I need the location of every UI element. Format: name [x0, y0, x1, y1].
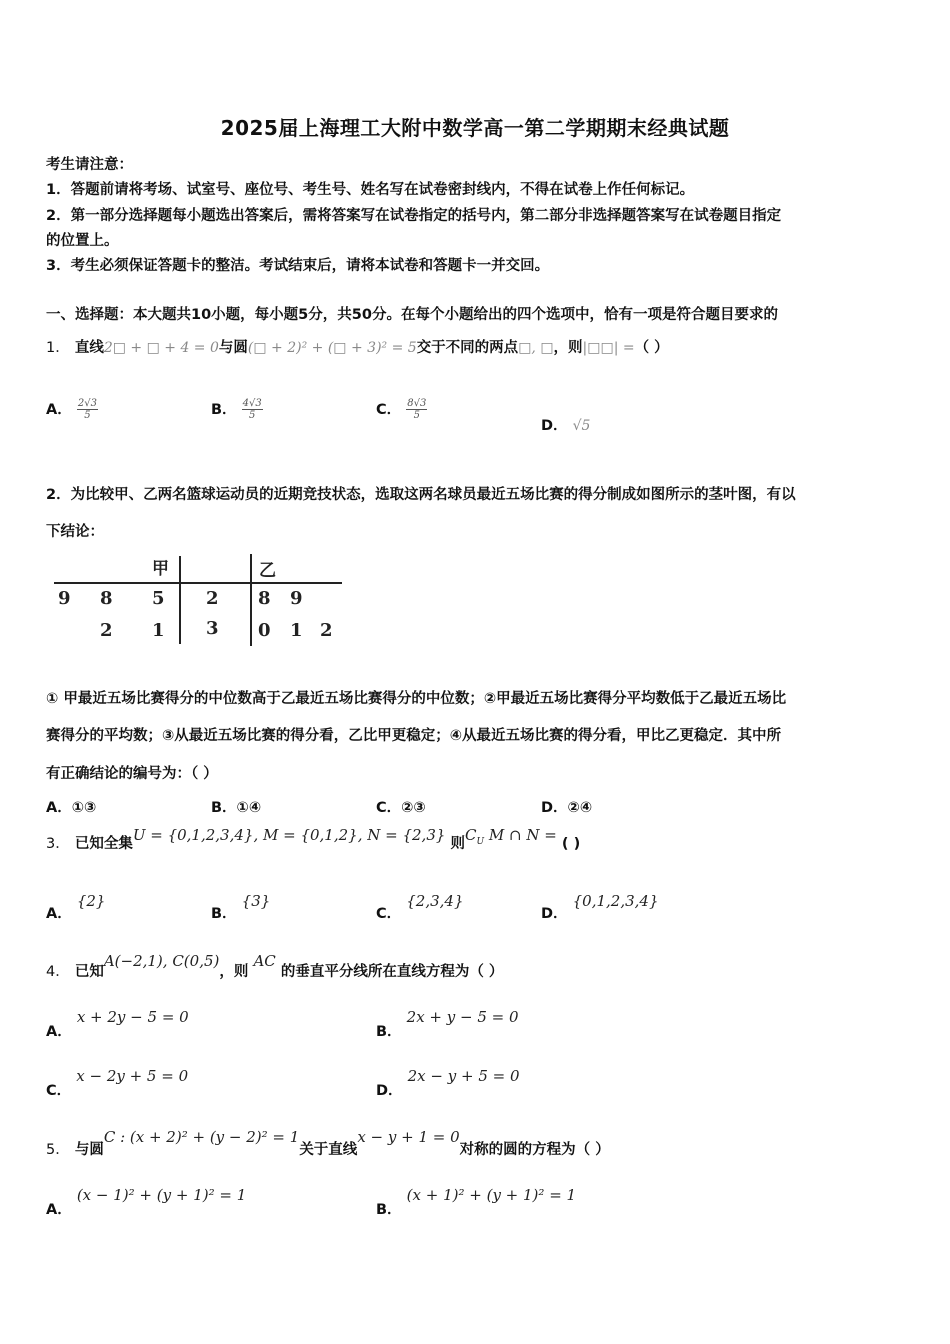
- leaf: 1: [152, 620, 165, 641]
- option-label: D．: [541, 906, 568, 922]
- denominator: 5: [84, 410, 91, 421]
- math-expression: |□□| =: [582, 340, 635, 356]
- math-expression: (x + 1)² + (y + 1)² = 1: [406, 1186, 577, 1204]
- math-expression: {3}: [241, 892, 271, 910]
- question-text: 的垂直平分线所在直线方程为（ ）: [280, 964, 504, 980]
- stem-value: 3: [206, 618, 219, 639]
- set-expression: M ∩ N =: [488, 826, 557, 844]
- question-text: 则: [450, 836, 466, 852]
- option-label: A．: [46, 1202, 72, 1218]
- numerator: 4√3: [242, 398, 262, 409]
- option-a[interactable]: A．①③: [46, 800, 97, 816]
- stem-value: 2: [206, 588, 219, 609]
- fraction: [242, 398, 263, 421]
- option-label: C．: [376, 402, 402, 418]
- complement-subscript: U: [476, 837, 485, 847]
- math-expression: C : (x + 2)² + (y − 2)² = 1: [103, 1128, 300, 1146]
- math-expression: 2□ + □ + 4 = 0: [103, 340, 219, 356]
- numerator: 2√3: [77, 398, 97, 409]
- question-text: 与圆: [74, 1142, 104, 1158]
- fraction: [406, 398, 427, 421]
- question-text: 与圆: [218, 340, 248, 356]
- notice-item: 1．答题前请将考场、试室号、座位号、考生号、姓名写在试卷密封线内，不得在试卷上作任何标记。: [46, 182, 695, 198]
- leaf: 9: [58, 588, 71, 609]
- header-jia: 甲: [152, 559, 169, 579]
- math-expression: [465, 826, 557, 847]
- option-b[interactable]: [376, 1184, 577, 1218]
- question-text: 已知全集: [74, 836, 133, 852]
- option-d[interactable]: [376, 1065, 520, 1099]
- option-label: B．: [376, 1024, 402, 1040]
- leaf: 2: [320, 620, 333, 641]
- math-expression: x − y + 1 = 0: [357, 1128, 460, 1146]
- option-label: D．: [376, 1083, 403, 1099]
- option-b[interactable]: B．①④: [211, 800, 262, 816]
- math-expression: A(−2,1), C(0,5): [103, 952, 220, 970]
- question-text: 对称的圆的方程为（ ）: [459, 1142, 610, 1158]
- question-text: 关于直线: [299, 1142, 358, 1158]
- option-label: A．: [46, 1024, 72, 1040]
- option-label: B．: [211, 906, 237, 922]
- math-expression: {2}: [76, 892, 106, 910]
- math-expression: U = {0,1,2,3,4}, M = {0,1,2}, N = {2,3}: [132, 826, 446, 844]
- question-number: 3．: [46, 836, 70, 852]
- question-text: ，则: [553, 340, 583, 356]
- math-expression: x + 2y − 5 = 0: [76, 1008, 189, 1026]
- question-2-conclusions: ① 甲最近五场比赛得分的中位数高于乙最近五场比赛得分的中位数；②甲最近五场比赛得分平均数低于乙最近五场比: [46, 691, 787, 707]
- leaf: 1: [290, 620, 303, 641]
- question-3: [46, 826, 581, 855]
- question-text: 交于不同的两点: [416, 340, 519, 356]
- question-number: 4．: [46, 964, 70, 980]
- question-4: [46, 950, 504, 980]
- option-d[interactable]: [541, 890, 659, 922]
- complement-symbol: C: [465, 826, 477, 844]
- math-expression: √5: [572, 418, 591, 434]
- option-label: B．: [376, 1202, 402, 1218]
- question-2-conclusions: 赛得分的平均数；③从最近五场比赛的得分看，乙比甲更稳定；④从最近五场比赛的得分看，甲比乙更稳定．其中所: [46, 728, 782, 744]
- notice-item: 的位置上。: [46, 233, 119, 249]
- option-label: A．: [46, 402, 72, 418]
- leaf: 8: [258, 588, 271, 609]
- question-5: [46, 1126, 610, 1158]
- option-b[interactable]: [211, 398, 263, 421]
- question-2-text: 2．为比较甲、乙两名篮球运动员的近期竞技状态，选取这两名球员最近五场比赛的得分制成如图所示的茎叶图，有以: [46, 487, 796, 503]
- math-expression: {2,3,4}: [406, 892, 464, 910]
- option-label: C．: [46, 1083, 72, 1099]
- section-heading: 一、选择题：本大题共10小题，每小题5分，共50分。在每个小题给出的四个选项中，恰有一项是符合题目要求的: [46, 307, 778, 323]
- option-a[interactable]: [46, 398, 98, 421]
- stem-leaf-diagram: [52, 550, 352, 650]
- leaf: 2: [100, 620, 113, 641]
- math-expression: (x − 1)² + (y + 1)² = 1: [76, 1186, 247, 1204]
- math-expression: {0,1,2,3,4}: [572, 892, 659, 910]
- numerator: 8√3: [407, 398, 427, 409]
- math-expression: x − 2y + 5 = 0: [76, 1067, 189, 1085]
- notice-item: 2．第一部分选择题每小题选出答案后，需将答案写在试卷指定的括号内，第二部分非选择题答案写在试卷题目指定: [46, 208, 782, 224]
- leaf: 5: [152, 588, 165, 609]
- question-2-conclusions: 有正确结论的编号为：（ ）: [46, 766, 218, 782]
- question-text: ( ): [561, 836, 581, 852]
- question-text: （ ）: [634, 340, 669, 356]
- option-d[interactable]: [541, 414, 590, 435]
- option-a[interactable]: [46, 1184, 247, 1218]
- option-c[interactable]: C．②③: [376, 800, 426, 816]
- question-text: 直线: [74, 340, 104, 356]
- math-expression: 2x − y + 5 = 0: [407, 1067, 520, 1085]
- option-label: C．: [376, 906, 402, 922]
- fraction: [77, 398, 98, 421]
- question-2-text: 下结论：: [46, 524, 104, 540]
- question-1: [46, 336, 669, 357]
- option-a[interactable]: [46, 890, 106, 922]
- page-title: 2025届上海理工大附中数学高一第二学期期末经典试题: [220, 116, 730, 140]
- option-label: B．: [211, 402, 237, 418]
- header-yi: 乙: [259, 561, 276, 581]
- option-b[interactable]: [376, 1006, 519, 1040]
- option-a[interactable]: [46, 1006, 189, 1040]
- question-text: ，则: [219, 964, 249, 980]
- stem-leaf-lines: [52, 550, 352, 650]
- option-label: A．: [46, 906, 72, 922]
- math-expression: □, □: [518, 340, 554, 356]
- math-expression: (□ + 2)² + (□ + 3)² = 5: [247, 340, 417, 356]
- option-b[interactable]: [211, 890, 271, 922]
- denominator: 5: [249, 410, 256, 421]
- notice-item: 3．考生必须保证答题卡的整洁。考试结束后，请将本试卷和答题卡一并交回。: [46, 258, 550, 274]
- option-c[interactable]: [376, 398, 427, 421]
- question-number: 5．: [46, 1142, 70, 1158]
- leaf: 0: [258, 620, 271, 641]
- option-c[interactable]: [46, 1065, 189, 1099]
- math-expression: 2x + y − 5 = 0: [406, 1008, 519, 1026]
- question-text: 已知: [74, 964, 104, 980]
- option-label: D．: [541, 418, 568, 434]
- denominator: 5: [413, 410, 420, 421]
- option-d[interactable]: D．②④: [541, 800, 593, 816]
- question-number: 1．: [46, 340, 70, 356]
- notice-heading: 考生请注意：: [46, 157, 133, 173]
- leaf: 9: [290, 588, 303, 609]
- option-c[interactable]: [376, 890, 464, 922]
- math-expression: AC: [253, 952, 276, 970]
- leaf: 8: [100, 588, 113, 609]
